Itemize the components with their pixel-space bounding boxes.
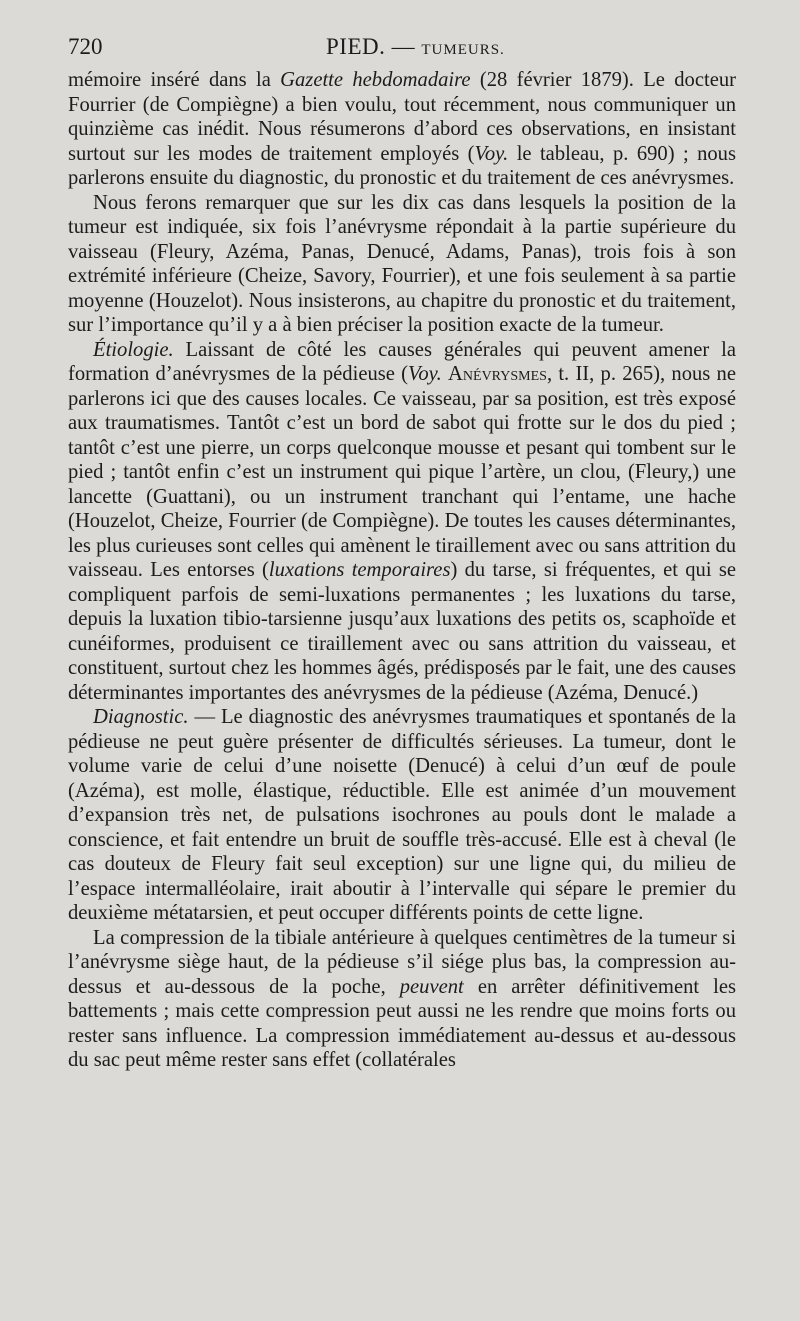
small-caps-text: Anévrysmes [448, 363, 547, 385]
paragraph-position [68, 191, 736, 338]
text-segment: mémoire inséré dans la [68, 69, 281, 91]
text-segment: (28 février 1879). Le docteur Fourrier (de Compiègne) a bien voulu, tout récemment, nous communiquer un quinzième cas inédit. Nous résumerons d’abord ces observations, en insistant surtout sur les modes de traitement employés ( [68, 69, 736, 165]
italic-text: peuvent [399, 975, 464, 998]
text-segment: Laissant de côté les causes générales qui peuvent amener la formation d’anévrysmes de la pédieuse ( [68, 338, 736, 385]
text-segment: , t. II, p. 265), nous ne parlerons ici que des causes locales. Ce vaisseau, par sa position, est très exposé aux traumatismes. Tantôt c’est un bord de sabot qui frotte sur le dos du pied ; tantôt c’est une pierre, un corps quelconque mousse et pesant qui tombent sur le pied ; tantôt enfin c’est un instrument qui pique l’artère, un clou, (Fleury,) une lancette (Guattani), ou un instrument tranchant qui l’entame, une hache (Houzelot, Cheize, Fourrier (de Compiègne). De toutes les causes déterminantes, les plus curieuses sont celles qui amènent le tiraillement avec ou sans attrition du vaisseau. Les entorses ( [68, 363, 736, 581]
text-segment: le tableau, p. 690) ; nous parlerons ensuite du diagnostic, du pronostic et du traitement de ces anévrysmes. [68, 142, 736, 189]
italic-text: Étiologie. [93, 338, 174, 361]
text-segment: en arrêter définitivement les battements ; mais cette compression peut aussi ne les rendre que moins forts ou rester sans influence. La compression immédiatement au-dessus et au-dessous du sac peut même rester sans effet (collatérales [68, 975, 736, 1071]
italic-text: Diagnostic. [93, 706, 189, 728]
italic-text: luxations temporaires [268, 559, 451, 581]
text-segment: ) du tarse, si fréquentes, et qui se compliquent parfois de semi-luxations permanentes ; les luxations du tarse, depuis la luxation tibio-tarsienne jusqu’aux luxations des petits os, scaphoïde et cunéiformes, produisent ce tiraillement avec ou sans attrition du vaisseau, et constituent, surtout chez les hommes âgés, prédisposés par le fait, une des causes déterminantes importantes des anévrysmes de la pédieuse (Azéma, Denucé.) [68, 559, 737, 704]
paragraph-continued [68, 68, 736, 191]
paragraph-diagnostic [68, 705, 736, 926]
running-subtitle: TUMEURS. [421, 42, 505, 58]
page-header [68, 34, 736, 64]
italic-text: Voy. [474, 142, 509, 165]
text-segment: — Le diagnostic des anévrysmes traumatiques et spontanés de la pédieuse ne peut guère présenter de difficultés sérieuses. La tumeur, dont le volume varie de celui d’une noisette (Denucé) à celui d’un œuf de poule (Azéma), est molle, élastique, réductible. Elle est animée d’un mouvement d’expansion très net, de pulsations isochrones au pouls dont le malade a conscience, et fait entendre un bruit de souffle très-accusé. Elle est à cheval (le cas douteux de Fleury fait seul exception) sur une ligne qui, du milieu de l’espace intermalléolaire, irait aboutir à l’intervalle qui sépare le premier du deuxième métatarsien, et peut occuper différents points de cette ligne. [68, 706, 736, 924]
text-segment: La compression de la tibiale antérieure à quelques centimètres de la tumeur si l’anévrysme siège haut, de la pédieuse s’il siége plus bas, la compression au-dessus et au-dessous de la poche, [68, 926, 736, 998]
running-head [326, 34, 505, 60]
text-segment: Nous ferons remarquer que sur les dix cas dans lesquels la position de la tumeur est indiquée, six fois l’anévrysme répondait à la partie supérieure du vaisseau (Fleury, Azéma, Panas, Denucé, Adams, Panas), trois fois à son extrémité inférieure (Cheize, Savory, Fourrier), et une fois seulement à sa partie moyenne (Houzelot). Nous insisterons, au chapitre du pronostic et du traitement, sur l’importance qu’il y a à bien préciser la position exacte de la tumeur. [68, 191, 736, 336]
running-title: PIED. — [326, 34, 422, 59]
paragraph-compression [68, 926, 736, 1073]
italic-text: Gazette hebdomadaire [280, 69, 471, 91]
body-text [68, 68, 736, 1073]
paragraph-etiologie [68, 338, 736, 706]
italic-text: Voy. [408, 363, 442, 385]
page-number: 720 [68, 34, 103, 59]
